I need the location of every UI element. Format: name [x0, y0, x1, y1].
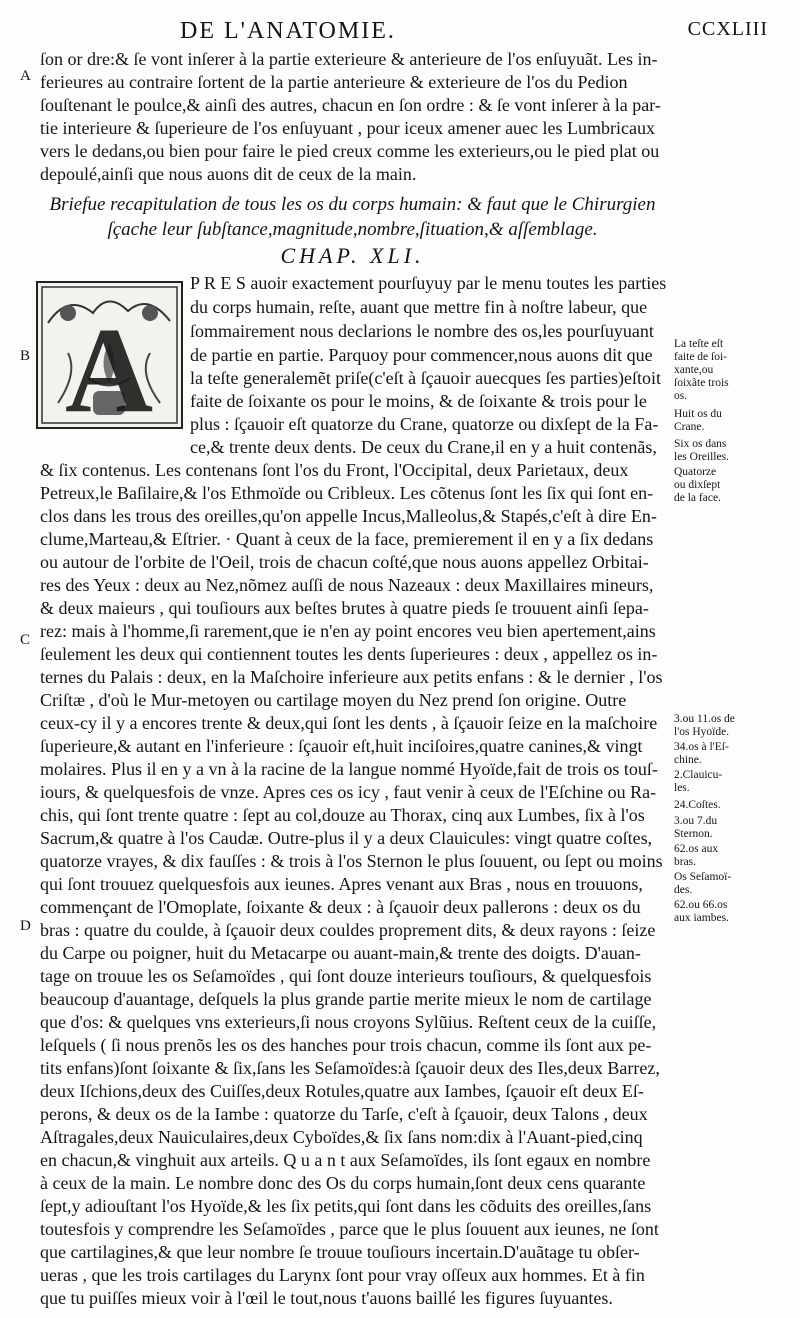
section-marker-b: B: [20, 348, 31, 364]
text-line: plus : ſçauoir eſt quatorze du Crane, quatorze ou dixſept de la Fa-: [190, 414, 659, 434]
text-line: qui ſont trouuez quelquesfois aux ieunes. Apres venant aux Bras , nous en trouuons,: [40, 874, 643, 894]
text-line: tage on trouue les os Seſamoïdes , qui ſont douze interieurs touſiours, & quelquesfois: [40, 966, 652, 986]
margin-note: 34.os à l'Eſ- chine.: [674, 741, 729, 766]
text-line: du corps humain, reſte, auant que mettre fin à noſtre labeur, que: [190, 297, 648, 317]
margin-note: Six os dans les Oreilles.: [674, 438, 729, 463]
text-line: molaires. Plus il en y a vn à la racine de la langue nommé Hyoïde,fait de trois os touſ-: [40, 759, 658, 779]
text-line: ſept,y adiouſtant l'os Hyoïde,& les ſix petits,qui ſont dans les cõduits des oreilles,ſans: [40, 1196, 652, 1216]
text-line: la teſte generalemẽt priſe(c'eſt à ſçauoir auecques ſes parties)eſtoit: [190, 368, 662, 388]
text-line: de partie en partie. Parquoy pour commencer,nous auons dit que: [190, 345, 653, 365]
margin-note: 3.ou 7.du Sternon.: [674, 815, 718, 840]
text-line: bras : quatre du coulde, à ſçauoir deux couldes proprement dits, & deux rayons : ſeize: [40, 920, 656, 940]
text-line: que cartilagines,& que leur nombre ſe trouue touſiours incertain.D'auãtage tu obſer-: [40, 1242, 640, 1262]
margin-note: Os Seſamoï- des.: [674, 871, 732, 896]
section-marker-a: A: [20, 68, 31, 84]
text-line: tie interieure & ſuperieure de l'os enſuyuant , pour iceux amener auec les Lumbricaux: [40, 118, 655, 138]
text-line: vers le dedans,ou bien pour faire le pied creux comme les exterieurs,ou le pied plat ou: [40, 141, 660, 161]
chapter-heading-line: Briefue recapitulation de tous les os du corps humain: & faut que le Chirurgien: [49, 194, 656, 215]
text-line: en chacun,& vinghuit aux arteils. Q u a n t aux Seſamoïdes, ils ſont egaux en nombre: [40, 1150, 651, 1170]
text-line: beaucoup d'auantage, deſquels la plus grande partie merite mieux le nom de cartilage: [40, 989, 652, 1009]
text-line: que tu puiſſes mieux voir à l'œil le tout,nous t'auons baillé les figures ſuyuantes.: [40, 1288, 613, 1308]
chapter-number: CHAP. XLI.: [280, 243, 425, 268]
section-marker-d: D: [20, 918, 31, 934]
chapter-heading-line: ſçache leur ſubſtance,magnitude,nombre,ſituation,& aſſemblage.: [107, 219, 598, 240]
text-line: du Carpe ou poigner, huit du Metacarpe ou auant-main,& trente des doigts. D'auan-: [40, 943, 641, 963]
margin-note: 24.Coſtes.: [674, 799, 721, 811]
margin-note: Huit os du Crane.: [674, 408, 722, 433]
text-line: faite de ſoixante os pour le moins, & de ſoixante & trois pour le: [190, 391, 647, 411]
section-marker-c: C: [20, 632, 31, 648]
text-line: commençant de l'Omoplate, ſoixante & deux : à ſçauoir deux pallerons : deux os du: [40, 897, 641, 917]
text-line: quatorze vrayes, & dix fauſſes : & trois à l'os Sternon le plus ſouuent, ou ſept ou moins: [40, 851, 663, 871]
text-line: Sacrum,& quatre à l'os Caudæ. Outre-plus il y a deux Clauicules: vingt quatre coſtes,: [40, 828, 653, 848]
text-line: tits enfans)ſont ſoixante & ſix,ſans les Seſamoïdes:à ſçauoir deux des Iles,deux Barrez,: [40, 1058, 660, 1078]
text-line: ceux-cy il y a encores trente & deux,qui ſont les dents , à ſçauoir ſeize en la maſchoire: [40, 713, 658, 733]
text-line: perons, & deux os de la Iambe : quatorze du Tarſe, c'eſt à ſçauoir, deux Talons , deux: [40, 1104, 648, 1124]
text-line: Petreux,le Baſilaire,& l'os Ethmoïde ou Cribleux. Les cõtenus ſont les ſix qui ſont en-: [40, 483, 654, 503]
initial-letter: A: [64, 303, 154, 427]
margin-note: La teſte eſt faite de ſoi- xante,ou ſoixãte trois os.: [674, 338, 729, 402]
text-line: chis, qui ſont trente quatre : ſept au col,douze au Thorax, cinq aux Lumbes, ſix à l'os: [40, 805, 645, 825]
ornament-illustration: [38, 283, 181, 427]
text-line: & deux maieurs , qui touſiours aux beſtes brutes à quatre pieds ſe trouuent ainſi ſepa-: [40, 598, 649, 618]
text-line: clume,Marteau,& Eſtrier. · Quant à ceux de la face, premierement il en y a ſix dedans: [40, 529, 654, 549]
text-line: depoulé,ainſi que nous auons dit de ceux de la main.: [40, 164, 417, 184]
text-line: Aſtragales,deux Nauiculaires,deux Cyboïdes,& ſix ſans nom:dix à l'Auant-pied,cinq: [40, 1127, 643, 1147]
text-line: ce,& trente deux dents. De ceux du Crane,il en y a huit contenãs,: [190, 437, 657, 457]
text-line: deux Iſchions,deux des Cuiſſes,deux Rotules,quatre aux Iambes, ſçauoir eſt deux Eſ-: [40, 1081, 644, 1101]
text-line: toutesfois y comprendre les Seſamoïdes , parce que le plus ſouuent aux ieunes, ne ſont: [40, 1219, 659, 1239]
text-line: ferieures au contraire ſortent de la partie anterieure & exterieure de l'os du Pedion: [40, 72, 628, 92]
text-line: iours, & quelquesfois de vnze. Apres ces os icy , faut venir à ceux de l'Eſchine ou Ra-: [40, 782, 657, 802]
text-line: P R E S auoir exactement pourſuyuy par le menu toutes les parties: [190, 273, 667, 293]
text-line: ſouſtenant le poulce,& ainſi des autres, chacun en ſon ordre : & ſe vont inſerer à la par-: [40, 95, 661, 115]
text-line: & ſix contenus. Les contenans ſont l'os du Front, l'Occipital, deux Parietaux, deux: [40, 460, 629, 480]
margin-note: 2.Clauicu- les.: [674, 769, 723, 794]
decorated-initial: [36, 281, 183, 429]
text-line: ternes du Palais : deux, en la Maſchoire inferieure aux petits enfans : & le dernier , l'os: [40, 667, 663, 687]
text-line: ou autour de l'orbite de l'Oeil, trois de chacun coſté,que nous auons appellez Orbitai-: [40, 552, 649, 572]
text-line: ſon or dre:& ſe vont inſerer à la partie exterieure & anterieure de l'os enſuyuãt. Les in-: [40, 49, 658, 69]
text-line: clos dans les trous des oreilles,qu'on appelle Incus,Malleolus,& Stapés,c'eſt à dire En-: [40, 506, 657, 526]
margin-note: 3.ou 11.os de l'os Hyoïde.: [674, 713, 735, 738]
text-line: res des Yeux : deux au Nez,nõmez auſſi de nous Nazeaux : deux Maxillaires mineurs,: [40, 575, 654, 595]
page-header: [180, 18, 768, 48]
margin-note: Quatorze ou dixſept de la face.: [674, 466, 721, 504]
margin-note: 62.os aux bras.: [674, 843, 719, 868]
text-line: rez: mais à l'homme,ſi rarement,que ie n'en ay point encores veu bien apertement,ains: [40, 621, 656, 641]
text-line: ſuperieure,& autant en l'inferieure : ſçauoir eſt,huit inciſoires,quatre canines,& vingt: [40, 736, 643, 756]
folio-number: CCXLIII: [687, 18, 768, 40]
text-line: Criſtæ , d'où le Mur-metoyen ou cartilage moyen du Nez prend ſon origine. Outre: [40, 690, 627, 710]
text-line: leſquels ( ſi nous prenõs les os des hanches pour trois chacun, comme ils ſont aux pe-: [40, 1035, 652, 1055]
running-title: DE L'ANATOMIE.: [180, 18, 396, 44]
text-line: ueras , que les trois cartilages du Larynx ſont pour vray oſſeux aux hommes. Et à fin: [40, 1265, 645, 1285]
text-line: que d'os: & quelques vns exterieurs,ſi nous croyons Sylũius. Reſtent ceux de la cuiſſe,: [40, 1012, 657, 1032]
text-line: ſeulement les deux qui contiennent toutes les dents ſuperieures : deux , appellez os in-: [40, 644, 658, 664]
margin-note: 62.ou 66.os aux iambes.: [674, 899, 729, 924]
text-line: ſommairement nous declarions le nombre des os,les pourſuyuant: [190, 321, 654, 341]
text-line: à ceux de la main. Le nombre donc des Os du corps humain,ſont deux cens quarante: [40, 1173, 646, 1193]
